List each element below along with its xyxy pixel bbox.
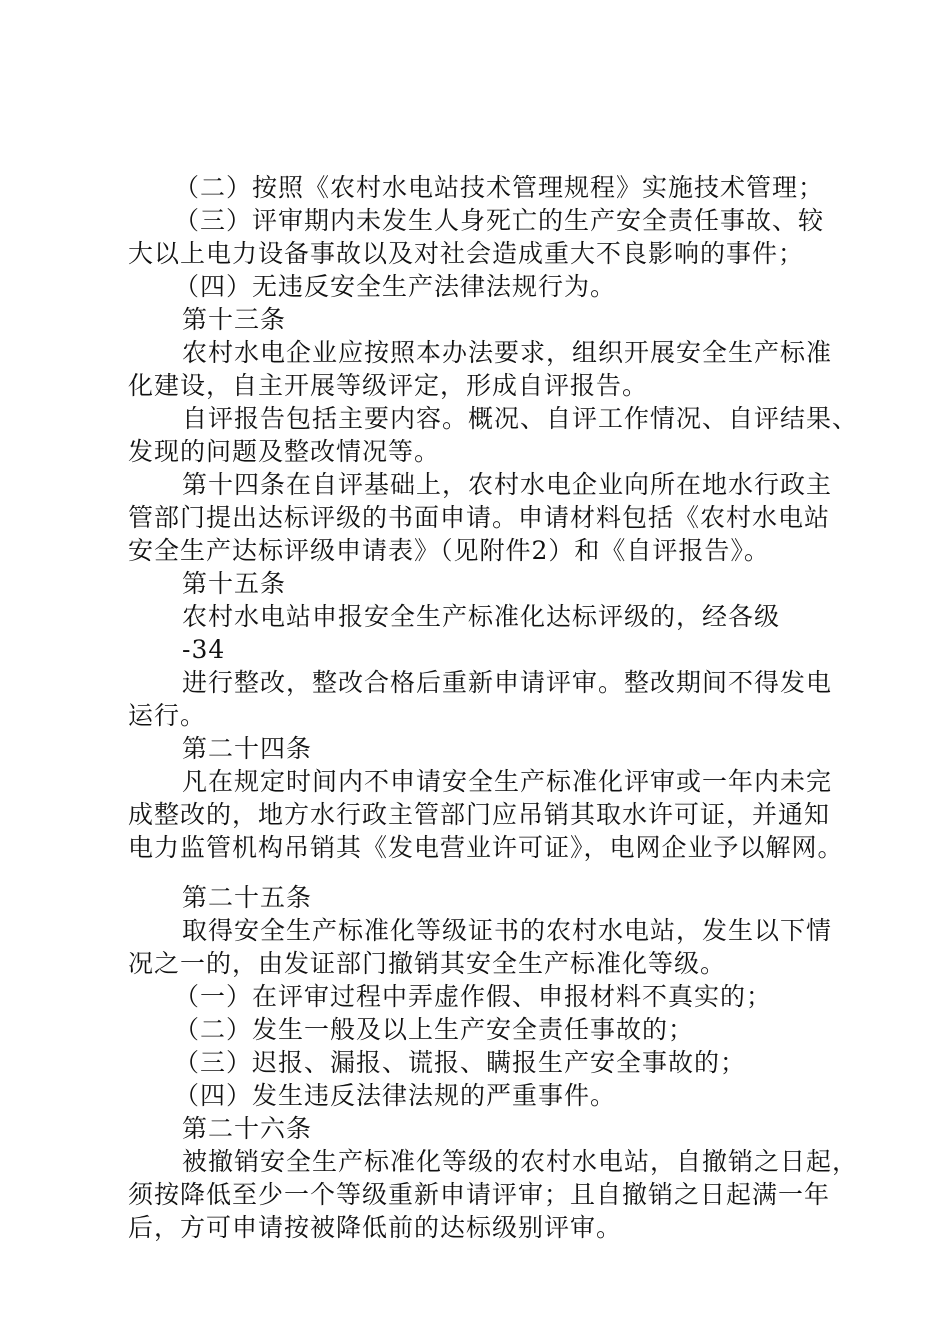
text-line: （四）无违反安全生产法律法规行为。 xyxy=(174,272,617,301)
article-heading: 第十三条 xyxy=(182,305,287,334)
article-heading: 第二十四条 xyxy=(182,734,313,763)
text-line: 管部门提出达标评级的书面申请。申请材料包括《农村水电站 xyxy=(128,503,831,532)
text-line: 大以上电力设备事故以及对社会造成重大不良影响的事件； xyxy=(128,239,805,268)
text-line: 凡在规定时间内不申请安全生产标准化评审或一年内未完 xyxy=(182,767,833,796)
page-number: -34 xyxy=(182,635,226,664)
text-line: （三）评审期内未发生人身死亡的生产安全责任事故、较 xyxy=(174,206,825,235)
text-line: 后，方可申请按被降低前的达标级别评审。 xyxy=(128,1213,623,1242)
text-line: 进行整改，整改合格后重新申请评审。整改期间不得发电 xyxy=(182,668,833,697)
text-line: （二）按照《农村水电站技术管理规程》实施技术管理； xyxy=(174,173,825,202)
text-line: 农村水电站申报安全生产标准化达标评级的，经各级 xyxy=(182,602,781,631)
article-heading: 第十五条 xyxy=(182,569,287,598)
text-line: 发现的问题及整改情况等。 xyxy=(128,437,441,466)
article-heading: 第二十六条 xyxy=(182,1114,313,1143)
list-item: （四）发生违反法律法规的严重事件。 xyxy=(174,1081,617,1110)
text-line: 电力监管机构吊销其《发电营业许可证》，电网企业予以解网。 xyxy=(128,833,844,862)
article-heading: 第二十五条 xyxy=(182,883,313,912)
text-line: 运行。 xyxy=(128,701,207,730)
list-item: （一）在评审过程中弄虚作假、申报材料不真实的； xyxy=(174,982,773,1011)
text-line: 被撤销安全生产标准化等级的农村水电站，自撤销之日起， xyxy=(182,1147,859,1176)
text-line: 须按降低至少一个等级重新申请评审；且自撤销之日起满一年 xyxy=(128,1180,831,1209)
text-line: 况之一的，由发证部门撤销其安全生产标准化等级。 xyxy=(128,949,727,978)
list-item: （二）发生一般及以上生产安全责任事故的； xyxy=(174,1015,695,1044)
list-item: （三）迟报、漏报、谎报、瞒报生产安全事故的； xyxy=(174,1048,747,1077)
text-line: 成整改的，地方水行政主管部门应吊销其取水许可证，并通知 xyxy=(128,800,831,829)
text-line: 第十四条在自评基础上，农村水电企业向所在地水行政主 xyxy=(182,470,833,499)
text-line: 农村水电企业应按照本办法要求，组织开展安全生产标准 xyxy=(182,338,833,367)
text-line: 安全生产达标评级申请表》（见附件2）和《自评报告》。 xyxy=(128,536,770,565)
text-line: 化建设，自主开展等级评定，形成自评报告。 xyxy=(128,371,649,400)
text-line: 取得安全生产标准化等级证书的农村水电站，发生以下情 xyxy=(182,916,833,945)
text-line: 自评报告包括主要内容。概况、自评工作情况、自评结果、 xyxy=(182,404,859,433)
